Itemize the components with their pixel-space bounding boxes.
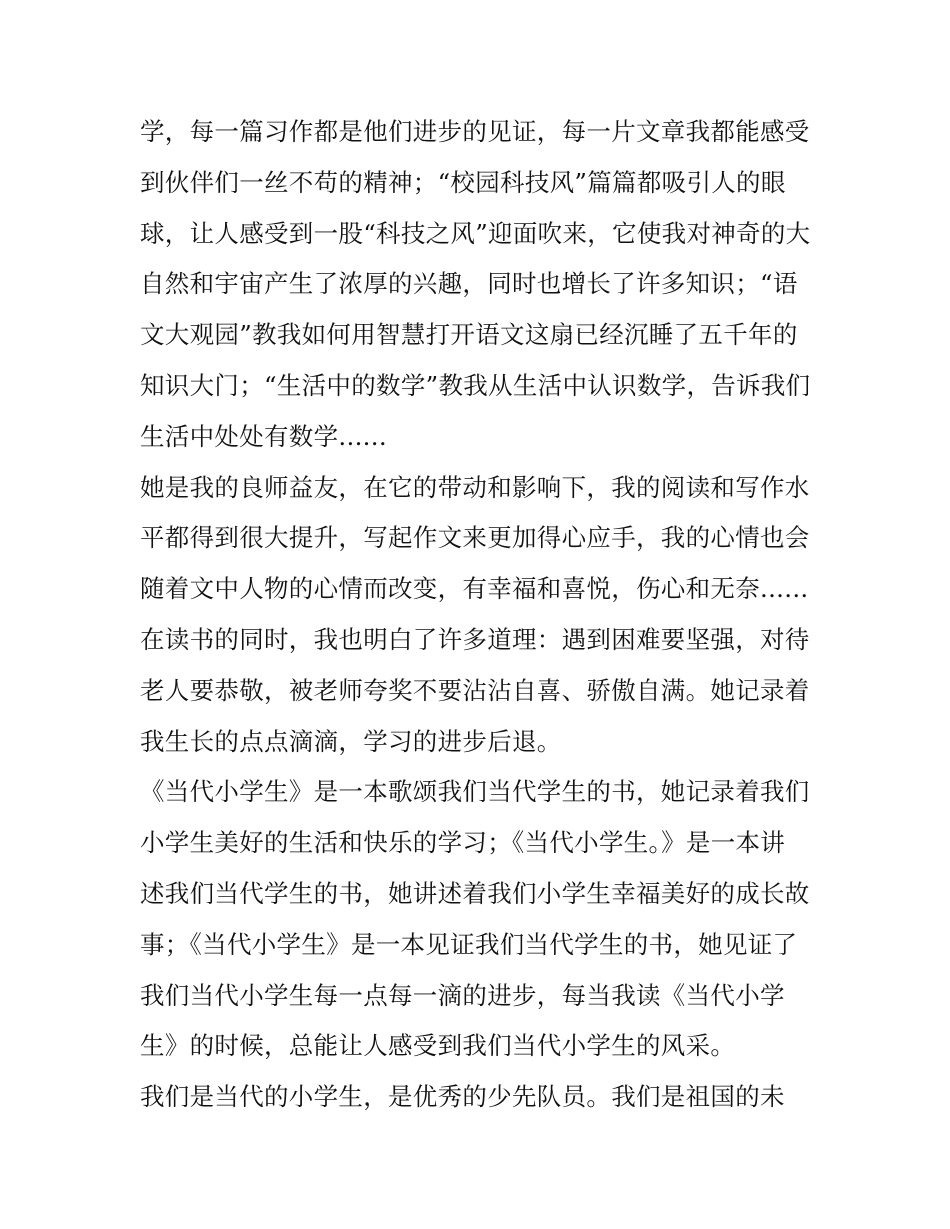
text-line-18: 我们当代小学生每一点每一滴的进步，每当我读《当代小学 (140, 980, 785, 1010)
text-line-6: 知识大门；“生活中的数学”教我从生活中认识数学，告诉我们 (140, 370, 811, 400)
text-line-10: 随着文中人物的心情而改变，有幸福和喜悦，伤心和无奈...... (140, 574, 809, 604)
text-line-19: 生》的时候，总能让人感受到我们当代小学生的风采。 (140, 1031, 736, 1061)
text-line-16: 述我们当代学生的书，她讲述着我们小学生幸福美好的成长故 (140, 878, 810, 908)
text-line-1: 学，每一篇习作都是他们进步的见证，每一片文章我都能感受 (140, 117, 810, 146)
text-line-8: 她是我的良师益友，在它的带动和影响下，我的阅读和写作水 (140, 472, 810, 502)
text-line-5: 文大观园”教我如何用智慧打开语文这扇已经沉睡了五千年的 (140, 320, 798, 350)
text-line-2: 到伙伴们一丝不苟的精神；“校园科技风”篇篇都吸引人的眼 (140, 167, 786, 197)
text-line-14: 《当代小学生》是一本歌颂我们当代学生的书，她记录着我们 (140, 777, 810, 807)
body-text (140, 107, 820, 1123)
text-line-3: 球，让人感受到一股“科技之风”迎面吹来，它使我对神奇的大 (140, 218, 811, 248)
text-line-7: 生活中处处有数学...... (140, 421, 387, 451)
text-line-4: 自然和宇宙产生了浓厚的兴趣，同时也增长了许多知识；“语 (140, 269, 798, 299)
text-line-9: 平都得到很大提升，写起作文来更加得心应手，我的心情也会 (140, 523, 810, 553)
text-line-15: 小学生美好的生活和快乐的学习；《当代小学生。》是一本讲 (140, 828, 786, 858)
text-line-11: 在读书的同时，我也明白了许多道理：遇到困难要坚强，对待 (140, 624, 810, 654)
text-line-12: 老人要恭敬，被老师夸奖不要沾沾自喜、骄傲自满。她记录着 (140, 675, 810, 705)
text-line-17: 事；《当代小学生》是一本见证我们当代学生的书，她见证了 (140, 929, 798, 959)
text-line-13: 我生长的点点滴滴，学习的进步后退。 (140, 726, 562, 756)
text-line-20: 我们是当代的小学生，是优秀的少先队员。我们是祖国的未 (140, 1082, 785, 1112)
